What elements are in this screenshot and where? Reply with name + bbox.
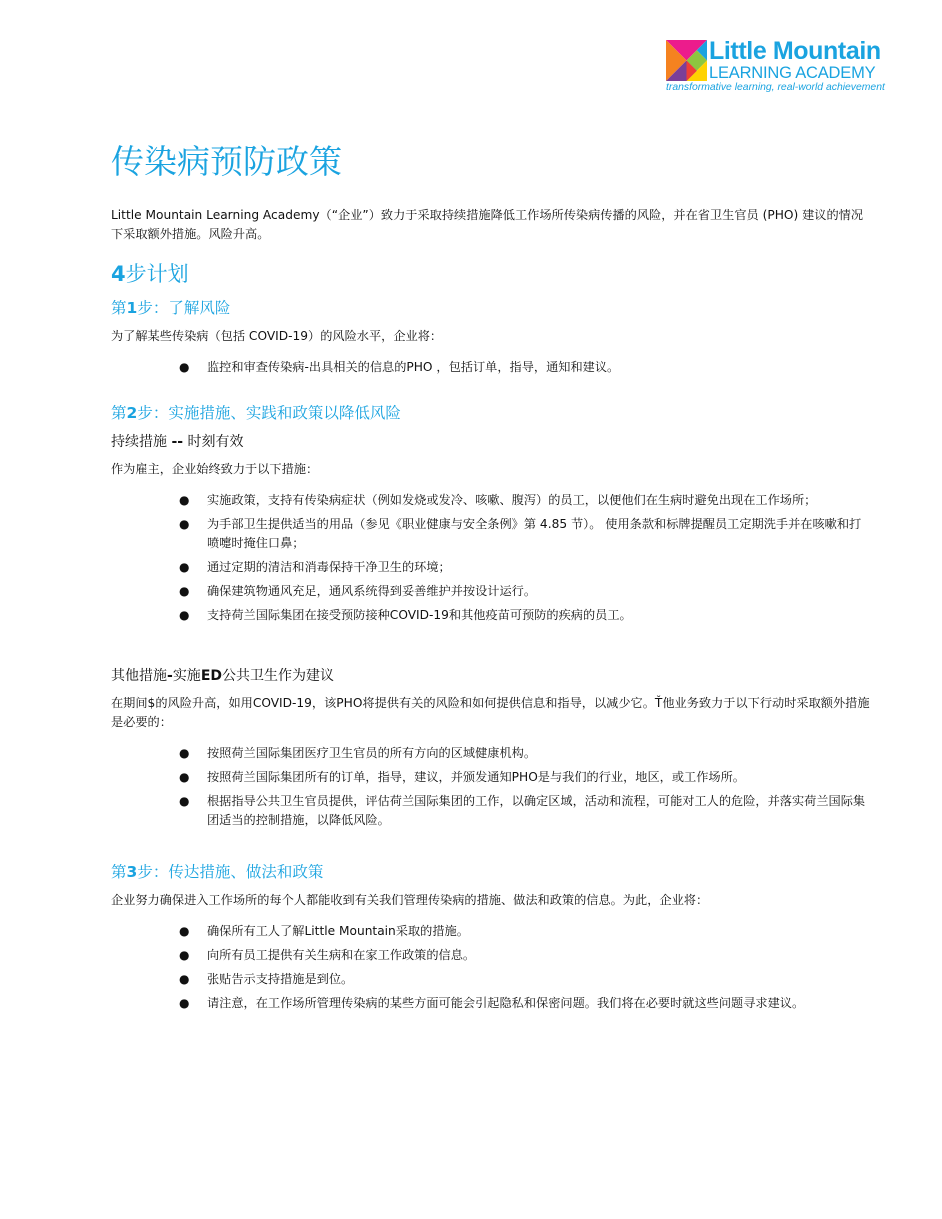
bullet-icon: ● xyxy=(179,584,190,598)
list-item-text: 根据指导公共卫生官员提供，评估荷兰国际集团的工作，以确定区域，活动和流程，可能对工人的危险，并落实荷兰国际集团适当的控制措施，以降低风险。 xyxy=(207,794,866,827)
additional-measures-heading xyxy=(111,665,871,687)
list-item-text: 为手部卫生提供适当的用品（参见《职业健康与安全条例》第 4.85 节）。 使用条款和标牌提醒员工定期洗手并在咳嗽和打喷嚏时掩住口鼻； xyxy=(207,517,862,550)
logo-subtitle: LEARNING ACADEMY xyxy=(709,64,876,82)
step2-prefix: 第 xyxy=(111,404,127,422)
step2-lead1: 作为雇主，企业始终致力于以下措施： xyxy=(111,462,319,476)
list-item xyxy=(111,358,871,377)
step1-prefix: 第 xyxy=(111,299,127,317)
list-item-text: 确保建筑物通风充足，通风系统得到妥善维护并按设计运行。 xyxy=(207,584,537,598)
sub2-pre: 其他措施 xyxy=(111,668,167,684)
list-item xyxy=(111,768,871,787)
list-item xyxy=(111,994,871,1013)
step1-lead: 为了解某些传染病（包括 COVID-19）的风险水平，企业将： xyxy=(111,329,443,343)
step3-heading xyxy=(111,860,871,884)
document-body xyxy=(111,140,871,1018)
sub2-post: 公共卫生作为建议 xyxy=(222,668,334,684)
step1-number: 1 xyxy=(126,299,138,317)
list-item-text: 按照荷兰国际集团所有的订单，指导，建议，并颁发通知PHO是与我们的行业，地区，或工作场所。 xyxy=(207,770,745,784)
sub2-ed: ED xyxy=(200,668,222,684)
bullet-icon: ● xyxy=(179,924,190,938)
step3-title: 步：传达措施、做法和政策 xyxy=(137,863,324,881)
list-item xyxy=(111,558,871,577)
logo-tagline: transformative learning, real-world achievement xyxy=(666,82,885,93)
bullet-icon: ● xyxy=(179,608,190,622)
sub1-pre: 持续措施 xyxy=(111,434,172,450)
list-item-text: 监控和审查传染病-出具相关的信息的PHO ，包括订单，指导，通知和建议。 xyxy=(207,360,620,374)
bullet-icon: ● xyxy=(179,517,190,531)
sub2-dash: - xyxy=(167,668,173,684)
page-title: 传染病预防政策 xyxy=(111,142,342,181)
list-item-text: 按照荷兰国际集团医疗卫生官员的所有方向的区域健康机构。 xyxy=(207,746,537,760)
sub1-post: 时刻有效 xyxy=(183,434,244,450)
plan-heading-text: 步计划 xyxy=(125,262,189,286)
ongoing-measures-heading xyxy=(111,431,871,453)
list-item xyxy=(111,922,871,941)
step3-number: 3 xyxy=(126,863,138,881)
step2-heading xyxy=(111,401,871,425)
step2-number: 2 xyxy=(126,404,138,422)
list-item xyxy=(111,491,871,510)
bullet-icon: ● xyxy=(179,948,190,962)
list-item-text: 实施政策，支持有传染病症状（例如发烧或发冷、咳嗽、腹泻）的员工，以便他们在生病时避免出现在工作场所； xyxy=(207,493,817,507)
list-item xyxy=(111,744,871,763)
logo xyxy=(666,37,906,96)
bullet-icon: ● xyxy=(179,493,190,507)
step3-lead: 企业努力确保进入工作场所的每个人都能收到有关我们管理传染病的措施、做法和政策的信息。为此，企业将： xyxy=(111,893,709,907)
bullet-icon: ● xyxy=(179,560,190,574)
sub2-mid: 实施 xyxy=(172,668,201,684)
list-item-text: 支持荷兰国际集团在接受预防接种COVID-19和其他疫苗可预防的疾病的员工。 xyxy=(207,608,632,622)
list-item-text: 通过定期的清洁和消毒保持干净卫生的环境； xyxy=(207,560,451,574)
list-item xyxy=(111,946,871,965)
tangram-logo-icon xyxy=(666,40,707,81)
step2-list1 xyxy=(111,491,871,625)
plan-heading-number: 4 xyxy=(111,262,126,286)
step1-list xyxy=(111,358,871,377)
step2-list2 xyxy=(111,744,871,830)
step1-heading xyxy=(111,296,871,320)
step2-lead2: 在期间$的风险升高，如用COVID-19，该PHO将提供有关的风险和如何提供信息和指导，以减少它。Ť他业务致力于以下行动时采取额外措施是必要的： xyxy=(111,696,870,729)
logo-name: Little Mountain xyxy=(709,37,881,65)
step2-title: 步：实施措施、实践和政策以降低风险 xyxy=(137,404,401,422)
bullet-icon: ● xyxy=(179,746,190,760)
list-item xyxy=(111,515,871,553)
list-item-text: 请注意，在工作场所管理传染病的某些方面可能会引起隐私和保密问题。我们将在必要时就这些问题寻求建议。 xyxy=(207,996,805,1010)
list-item xyxy=(111,582,871,601)
list-item xyxy=(111,792,871,830)
list-item xyxy=(111,606,871,625)
sub1-dash: -- xyxy=(171,434,184,450)
bullet-icon: ● xyxy=(179,794,190,808)
bullet-icon: ● xyxy=(179,770,190,784)
step3-prefix: 第 xyxy=(111,863,127,881)
bullet-icon: ● xyxy=(179,360,190,374)
list-item-text: 确保所有工人了解Little Mountain采取的措施。 xyxy=(207,924,469,938)
plan-heading xyxy=(111,258,871,290)
list-item xyxy=(111,970,871,989)
step3-list xyxy=(111,922,871,1013)
step1-title: 步：了解风险 xyxy=(137,299,231,317)
list-item-text: 张贴告示支持措施是到位。 xyxy=(207,972,354,986)
bullet-icon: ● xyxy=(179,972,190,986)
intro-paragraph: Little Mountain Learning Academy（“企业”）致力于采取持续措施降低工作场所传染病传播的风险，并在省卫生官员 (PHO) 建议的情况下采取额外措施。风险升高。 xyxy=(111,208,864,241)
list-item-text: 向所有员工提供有关生病和在家工作政策的信息。 xyxy=(207,948,476,962)
bullet-icon: ● xyxy=(179,996,190,1010)
